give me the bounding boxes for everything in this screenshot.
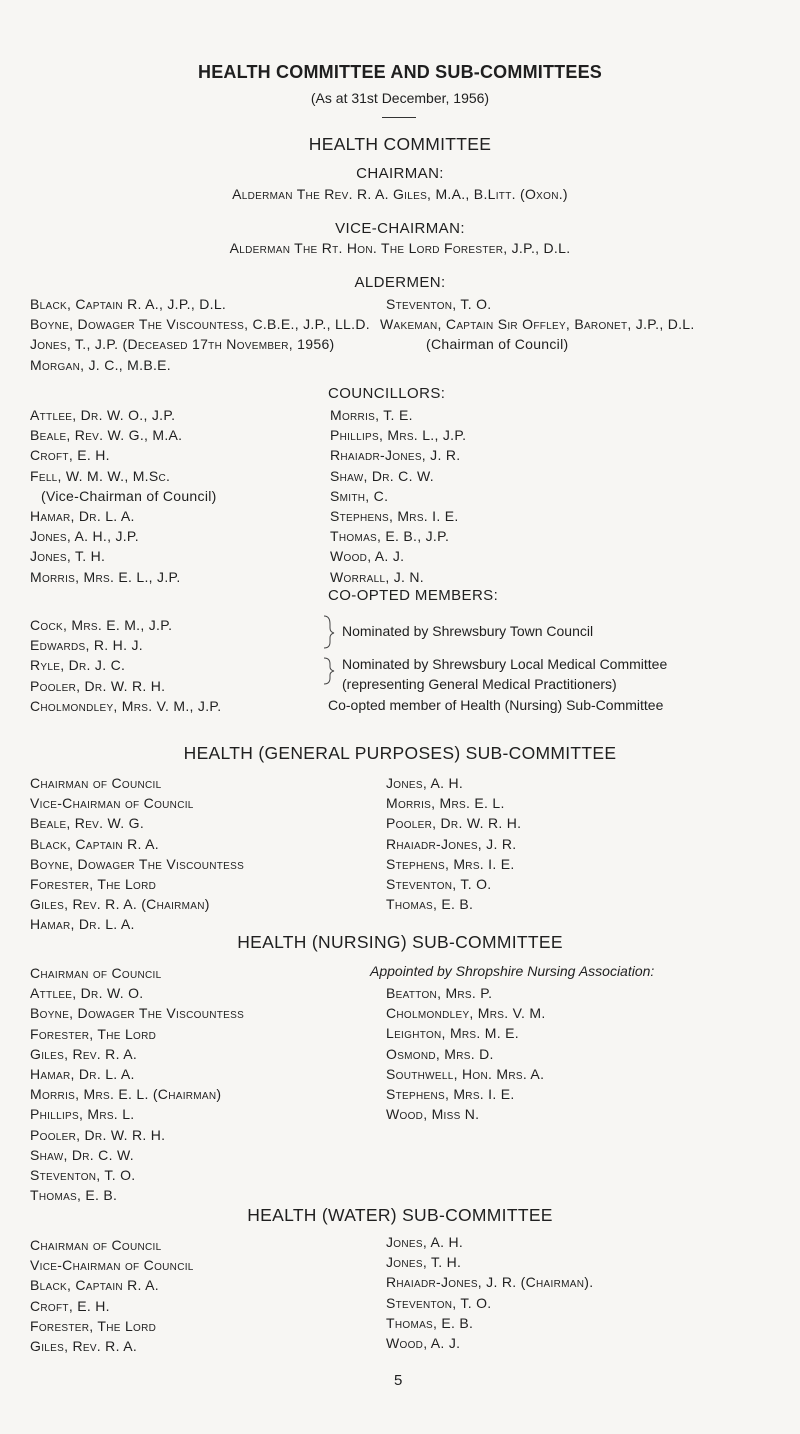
list-item: Beale, Rev. W. G.	[30, 815, 145, 832]
list-item: Hamar, Dr. L. A.	[30, 507, 135, 524]
list-item: Giles, Rev. R. A.	[30, 1337, 138, 1354]
page-number: 5	[394, 1372, 403, 1389]
list-item: Steventon, T. O.	[386, 875, 492, 892]
list-item: Giles, Rev. R. A.	[30, 1045, 138, 1062]
aldermen-right-list	[380, 294, 695, 355]
list-item: Wakeman, Captain Sir Offley, Baronet, J.P., D.L.	[380, 316, 695, 333]
list-item: Chairman of Council	[30, 1237, 162, 1253]
list-item: Fell, W. M. W., M.Sc.	[30, 467, 171, 484]
list-item: (Chairman of Council)	[426, 336, 569, 353]
list-item: Hamar, Dr. L. A.	[30, 916, 135, 933]
list-item: Thomas, E. B.	[386, 896, 474, 913]
list-item: Black, Captain R. A.	[30, 835, 159, 852]
list-item: Wood, A. J.	[330, 548, 405, 565]
list-item: Giles, Rev. R. A. (Chairman)	[30, 896, 210, 913]
list-item: Morgan, J. C., M.B.E.	[30, 356, 171, 373]
chairman-label: CHAIRMAN:	[356, 165, 444, 182]
chairman-name: Alderman The Rev. R. A. Giles, M.A., B.Litt. (Oxon.)	[232, 186, 568, 202]
list-item: Chairman of Council	[30, 775, 162, 791]
list-item: Pooler, Dr. W. R. H.	[30, 1126, 166, 1143]
list-item: Jones, T. H.	[386, 1254, 462, 1271]
list-item: Steventon, T. O.	[386, 1294, 492, 1311]
list-item: Rhaiadr-Jones, J. R. (Chairman).	[386, 1274, 594, 1291]
list-item: Jones, A. H.	[386, 775, 464, 791]
list-item: Morris, T. E.	[330, 407, 413, 423]
list-item: Croft, E. H.	[30, 447, 110, 464]
list-item: Steventon, T. O.	[30, 1166, 136, 1183]
list-item: Jones, A. H., J.P.	[30, 528, 139, 545]
nursing-appointed-label: Appointed by Shropshire Nursing Association:	[370, 963, 655, 979]
list-item: Morris, Mrs. E. L. (Chairman)	[30, 1086, 222, 1103]
list-item: Smith, C.	[330, 487, 389, 504]
list-item: (Vice-Chairman of Council)	[41, 487, 217, 504]
general-purposes-heading: HEALTH (GENERAL PURPOSES) SUB-COMMITTEE	[183, 743, 617, 763]
list-item: Beale, Rev. W. G., M.A.	[30, 427, 183, 444]
list-item: Pooler, Dr. W. R. H.	[386, 815, 522, 832]
list-item: Stephens, Mrs. I. E.	[330, 507, 459, 524]
list-item: Boyne, Dowager The Viscountess	[30, 1005, 245, 1022]
list-item: Stephens, Mrs. I. E.	[386, 855, 515, 872]
list-item: Jones, T., J.P. (Deceased 17th November, 1956)	[30, 336, 335, 353]
list-item: Attlee, Dr. W. O., J.P.	[30, 407, 176, 423]
water-right-list	[386, 1232, 593, 1353]
list-item: Thomas, E. B.	[386, 1314, 474, 1331]
list-item: Forester, The Lord	[30, 1317, 157, 1334]
coopted-label: CO-OPTED MEMBERS:	[328, 587, 499, 604]
list-item: Vice-Chairman of Council	[30, 795, 194, 812]
page-subtitle: (As at 31st December, 1956)	[310, 90, 490, 106]
list-item: Beatton, Mrs. P.	[386, 985, 493, 1001]
coopted-note-practitioners: (representing General Medical Practitioners)	[342, 676, 617, 692]
list-item: Cholmondley, Mrs. V. M.	[386, 1005, 546, 1022]
list-item: Black, Captain R. A., J.P., D.L.	[30, 296, 227, 312]
list-item: Steventon, T. O.	[386, 296, 492, 312]
list-item: Osmond, Mrs. D.	[386, 1045, 494, 1062]
water-left-list	[30, 1235, 194, 1356]
coopted-note-medical: Nominated by Shrewsbury Local Medical Committee	[342, 656, 668, 672]
list-item: Morris, Mrs. E. L., J.P.	[30, 568, 181, 585]
general-purposes-right-list	[386, 773, 521, 914]
vice-chairman-name: Alderman The Rt. Hon. The Lord Forester, J.P., D.L.	[229, 240, 571, 256]
page-title: HEALTH COMMITTEE AND SUB-COMMITTEES	[198, 62, 602, 82]
coopted-left-list	[30, 615, 221, 716]
nursing-right-list	[386, 983, 546, 1124]
brace-icon	[322, 614, 336, 688]
list-item: Cholmondley, Mrs. V. M., J.P.	[30, 697, 222, 714]
list-item: Pooler, Dr. W. R. H.	[30, 677, 166, 694]
aldermen-label: ALDERMEN:	[354, 274, 446, 291]
nursing-heading: HEALTH (NURSING) SUB-COMMITTEE	[237, 932, 563, 952]
vice-chairman-label: VICE-CHAIRMAN:	[335, 220, 465, 237]
list-item: Croft, E. H.	[30, 1297, 110, 1314]
councillors-left-list	[30, 405, 217, 587]
list-item: Worrall, J. N.	[330, 568, 424, 585]
list-item: Shaw, Dr. C. W.	[330, 467, 434, 484]
aldermen-left-list	[30, 294, 370, 375]
list-item: Wood, A. J.	[386, 1334, 461, 1351]
list-item: Morris, Mrs. E. L.	[386, 795, 505, 812]
list-item: Boyne, Dowager The Viscountess, C.B.E., J.P., LL.D.	[30, 316, 370, 333]
list-item: Rhaiadr-Jones, J. R.	[386, 835, 517, 852]
list-item: Shaw, Dr. C. W.	[30, 1146, 134, 1163]
list-item: Attlee, Dr. W. O.	[30, 985, 144, 1002]
water-heading: HEALTH (WATER) SUB-COMMITTEE	[247, 1205, 553, 1225]
coopted-note-nursing: Co-opted member of Health (Nursing) Sub-Committee	[328, 697, 664, 713]
list-item: Jones, A. H.	[386, 1234, 464, 1250]
list-item: Phillips, Mrs. L., J.P.	[330, 427, 467, 444]
list-item: Rhaiadr-Jones, J. R.	[330, 447, 461, 464]
nursing-left-list	[30, 963, 244, 1205]
list-item: Black, Captain R. A.	[30, 1277, 159, 1294]
list-item: Ryle, Dr. J. C.	[30, 657, 126, 674]
list-item: Forester, The Lord	[30, 1025, 157, 1042]
list-item: Cock, Mrs. E. M., J.P.	[30, 617, 173, 633]
list-item: Chairman of Council	[30, 965, 162, 981]
councillors-right-list	[330, 405, 466, 587]
list-item: Thomas, E. B.	[30, 1187, 118, 1204]
list-item: Stephens, Mrs. I. E.	[386, 1085, 515, 1102]
list-item: Edwards, R. H. J.	[30, 637, 143, 654]
councillors-label: COUNCILLORS:	[328, 385, 446, 402]
list-item: Phillips, Mrs. L.	[30, 1106, 135, 1123]
list-item: Southwell, Hon. Mrs. A.	[386, 1065, 545, 1082]
list-item: Vice-Chairman of Council	[30, 1257, 194, 1274]
list-item: Wood, Miss N.	[386, 1106, 480, 1123]
list-item: Leighton, Mrs. M. E.	[386, 1025, 519, 1042]
list-item: Hamar, Dr. L. A.	[30, 1065, 135, 1082]
coopted-note-town: Nominated by Shrewsbury Town Council	[342, 623, 594, 639]
list-item: Thomas, E. B., J.P.	[330, 528, 450, 545]
general-purposes-left-list	[30, 773, 244, 935]
health-committee-heading: HEALTH COMMITTEE	[308, 134, 492, 154]
divider-rule	[382, 117, 416, 118]
list-item: Jones, T. H.	[30, 548, 106, 565]
list-item: Forester, The Lord	[30, 875, 157, 892]
list-item: Boyne, Dowager The Viscountess	[30, 855, 245, 872]
